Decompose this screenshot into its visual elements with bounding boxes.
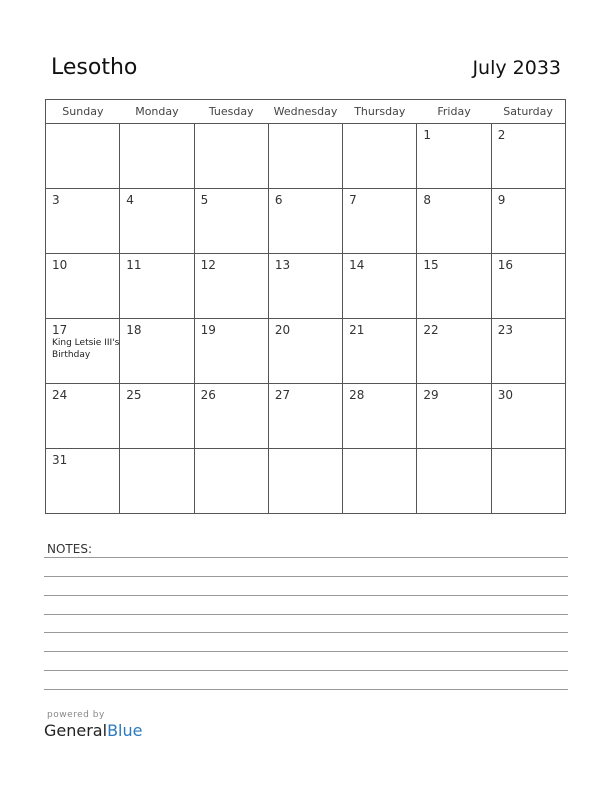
day-cell[interactable] <box>194 254 268 319</box>
powered-by-text: powered by <box>47 710 105 720</box>
day-cell[interactable] <box>417 319 491 384</box>
week-row <box>46 449 566 514</box>
day-number: 10 <box>52 258 68 272</box>
day-cell[interactable] <box>491 254 565 319</box>
day-number: 21 <box>349 323 365 337</box>
day-number: 18 <box>126 323 142 337</box>
day-number: 29 <box>423 388 439 402</box>
day-number: 6 <box>274 193 283 207</box>
country-title: Lesotho <box>51 55 138 80</box>
holiday-event: King Letsie III's Birthday <box>52 338 120 360</box>
day-cell[interactable] <box>46 254 120 319</box>
day-cell[interactable] <box>120 384 194 449</box>
day-cell[interactable] <box>417 254 491 319</box>
day-cell[interactable] <box>417 449 491 514</box>
weekday-header-row <box>46 100 566 124</box>
day-number: 15 <box>423 258 439 272</box>
weekday-saturday: Saturday <box>491 100 565 124</box>
day-number: 14 <box>349 258 365 272</box>
day-cell[interactable] <box>120 124 194 189</box>
day-cell[interactable] <box>194 384 268 449</box>
day-cell[interactable] <box>268 319 342 384</box>
brand-blue: Blue <box>107 721 143 740</box>
day-cell[interactable] <box>46 124 120 189</box>
weekday-sunday: Sunday <box>46 100 120 124</box>
day-cell[interactable] <box>491 449 565 514</box>
day-number: 16 <box>497 258 513 272</box>
day-number: 5 <box>200 193 209 207</box>
day-cell[interactable] <box>194 319 268 384</box>
weekday-monday: Monday <box>120 100 194 124</box>
month-title: July 2033 <box>472 57 561 79</box>
day-cell[interactable] <box>417 124 491 189</box>
day-number: 23 <box>497 323 513 337</box>
day-number: 24 <box>52 388 68 402</box>
week-row <box>46 124 566 189</box>
day-cell[interactable] <box>491 384 565 449</box>
day-number: 11 <box>126 258 142 272</box>
day-cell[interactable] <box>120 319 194 384</box>
weekday-wednesday: Wednesday <box>268 100 342 124</box>
brand-general: General <box>44 721 108 740</box>
weekday-friday: Friday <box>417 100 491 124</box>
day-cell[interactable] <box>194 124 268 189</box>
day-cell[interactable] <box>343 189 417 254</box>
day-cell[interactable] <box>491 189 565 254</box>
day-number: 8 <box>423 193 432 207</box>
day-number: 12 <box>200 258 216 272</box>
day-cell[interactable] <box>46 189 120 254</box>
note-line <box>44 689 568 690</box>
day-number: 2 <box>497 128 506 142</box>
day-number: 7 <box>349 193 357 207</box>
notes-label: NOTES: <box>47 542 92 556</box>
note-line <box>44 632 568 633</box>
day-cell[interactable] <box>268 124 342 189</box>
day-cell[interactable] <box>491 124 565 189</box>
week-row <box>46 319 566 384</box>
day-cell[interactable] <box>343 254 417 319</box>
day-number: 22 <box>423 323 439 337</box>
day-cell[interactable] <box>268 254 342 319</box>
weekday-thursday: Thursday <box>343 100 417 124</box>
day-number: 25 <box>126 388 142 402</box>
day-cell[interactable] <box>343 319 417 384</box>
day-cell[interactable] <box>120 449 194 514</box>
brand-logo[interactable] <box>44 721 142 740</box>
day-cell[interactable] <box>343 124 417 189</box>
day-cell[interactable] <box>46 319 120 384</box>
week-row <box>46 254 566 319</box>
week-row <box>46 189 566 254</box>
day-number: 4 <box>126 193 134 207</box>
day-number: 26 <box>200 388 216 402</box>
day-cell[interactable] <box>46 384 120 449</box>
day-cell[interactable] <box>46 449 120 514</box>
day-cell[interactable] <box>417 189 491 254</box>
calendar-grid <box>45 99 566 514</box>
day-cell[interactable] <box>194 189 268 254</box>
note-line <box>44 651 568 652</box>
day-cell[interactable] <box>120 189 194 254</box>
day-cell[interactable] <box>417 384 491 449</box>
day-number: 30 <box>497 388 513 402</box>
day-cell[interactable] <box>194 449 268 514</box>
day-number: 17 <box>52 323 68 337</box>
week-row <box>46 384 566 449</box>
weekday-tuesday: Tuesday <box>194 100 268 124</box>
day-number: 13 <box>274 258 291 272</box>
day-cell[interactable] <box>268 449 342 514</box>
day-number: 1 <box>423 128 432 142</box>
day-number: 27 <box>274 388 291 402</box>
note-line <box>44 557 568 558</box>
day-number: 19 <box>200 323 216 337</box>
day-cell[interactable] <box>343 449 417 514</box>
day-cell[interactable] <box>120 254 194 319</box>
day-number: 3 <box>52 193 60 207</box>
day-cell[interactable] <box>268 189 342 254</box>
day-number: 20 <box>274 323 291 337</box>
day-cell[interactable] <box>268 384 342 449</box>
day-cell[interactable] <box>491 319 565 384</box>
day-number: 9 <box>497 193 506 207</box>
note-line <box>44 670 568 671</box>
day-cell[interactable] <box>343 384 417 449</box>
note-line <box>44 576 568 577</box>
day-number: 28 <box>349 388 365 402</box>
note-line <box>44 595 568 596</box>
day-number: 31 <box>52 453 68 467</box>
note-line <box>44 614 568 615</box>
